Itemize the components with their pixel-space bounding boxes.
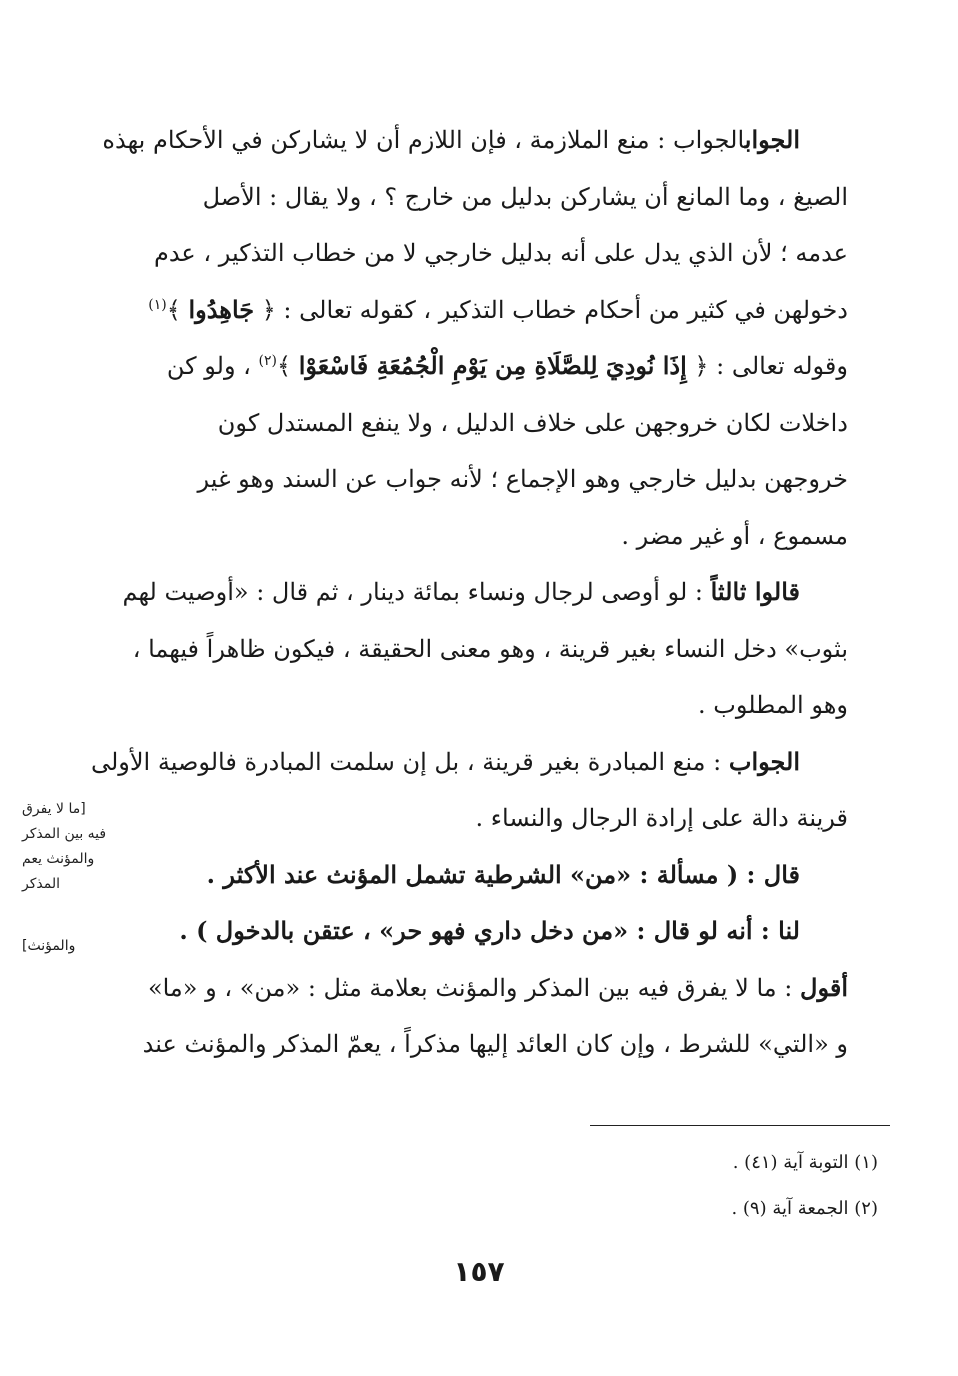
line-9 <box>88 564 848 621</box>
line-16 <box>88 960 848 1017</box>
footnotes <box>578 1140 878 1232</box>
line-4 <box>88 282 848 339</box>
line-17: و «التي» للشرط ، وإن كان العائد إليها مذكراً ، يعمّ المذكر والمؤنث عند <box>142 1030 848 1058</box>
line-9-text: : لو أوصى لرجال ونساء بمائة دينار ، ثم قال : «أوصيت لهم <box>122 578 711 606</box>
margin-note-line-2: فيه بين المذكر <box>22 826 107 842</box>
line-13: قرينة دالة على إرادة الرجال والنساء . <box>475 804 848 832</box>
line-8: مسموع ، أو غير مضر . <box>621 521 848 550</box>
line-10: بثوب» دخل النساء بغير قرينة ، وهو معنى الحقيقة ، فيكون ظاهراً فيهما ، <box>132 634 848 663</box>
margin-note-line-1: [ما لا يفرق <box>22 801 86 817</box>
they-said-third-label: قالوا ثالثاً <box>710 577 800 606</box>
line-4-text: دخولهن في كثير من أحكام خطاب التذكير ، كقوله تعالى : ﴿ <box>254 295 848 324</box>
line-1-text: الجواب : منع الملازمة ، فإن اللازم أن لا يشاركن في الأحكام بهذه <box>102 126 745 154</box>
footnote-ref-2: (٢) <box>258 353 278 369</box>
quran-verse-2: إِذَا نُودِيَ لِلصَّلَاةِ مِن يَوْمِ الْجُمُعَةِ فَاسْعَوْا <box>298 351 687 380</box>
quran-verse-1: جَاهِدُوا <box>188 294 255 324</box>
page-number: ١٥٧ <box>453 1255 505 1288</box>
line-3: عدمه ؛ لأن الذي يدل على أنه بدليل خارجي لا من خطاب التذكير ، عدم <box>153 239 848 267</box>
margin-note <box>22 797 144 897</box>
i-say-label: أقول <box>800 972 848 1002</box>
margin-note-line-4: المذكر <box>22 876 60 892</box>
answer-label-2: الجواب <box>728 746 800 776</box>
footnote-ref-1: (١) <box>148 296 167 313</box>
verse-close-1: ﴾ <box>166 295 189 324</box>
footnote-1: (١) التوبة آية (٤١) . <box>732 1152 878 1173</box>
line-5-end: ، ولو كن <box>166 352 259 380</box>
line-12 <box>88 734 848 791</box>
footnote-divider <box>590 1125 890 1126</box>
margin-note-line-3: والمؤنث يعم <box>22 851 95 867</box>
verse-close-2: ﴾ <box>277 352 299 380</box>
line-12-text: : منع المبادرة بغير قرينة ، بل إن سلمت المبادرة فالوصية الأولى <box>90 747 729 776</box>
line-11: وهو المطلوب . <box>697 691 848 719</box>
line-1 <box>88 112 848 169</box>
line-15: لنا : أنه لو قال : «من دخل داري فهو حر» ، عتقن بالدخول ) . <box>179 916 800 945</box>
answer-label: الجواب <box>744 125 800 154</box>
margin-note-line-5: والمؤنث] <box>22 938 76 954</box>
line-14: قال : ( مسألة : «من» الشرطية تشمل المؤنث عند الأكثر . <box>206 859 800 889</box>
footnote-2: (٢) الجمعة آية (٩) . <box>731 1198 878 1219</box>
line-6: داخلات لكان خروجهن على خلاف الدليل ، ولا ينفع المستدل كون <box>217 408 848 437</box>
line-7: خروجهن بدليل خارجي وهو الإجماع ؛ لأنه جواب عن السند وهو غير <box>197 465 848 493</box>
line-2: الصيغ ، وما المانع أن يشاركن بدليل من خارج ؟ ، ولا يقال : الأصل <box>202 182 848 211</box>
line-5-text: وقوله تعالى : ﴿ <box>686 352 848 380</box>
main-text <box>88 112 848 1073</box>
line-16-text: : ما لا يفرق فيه بين المذكر والمؤنث بعلامة مثل : «من» ، و «ما» <box>147 973 801 1002</box>
line-5 <box>88 338 848 395</box>
